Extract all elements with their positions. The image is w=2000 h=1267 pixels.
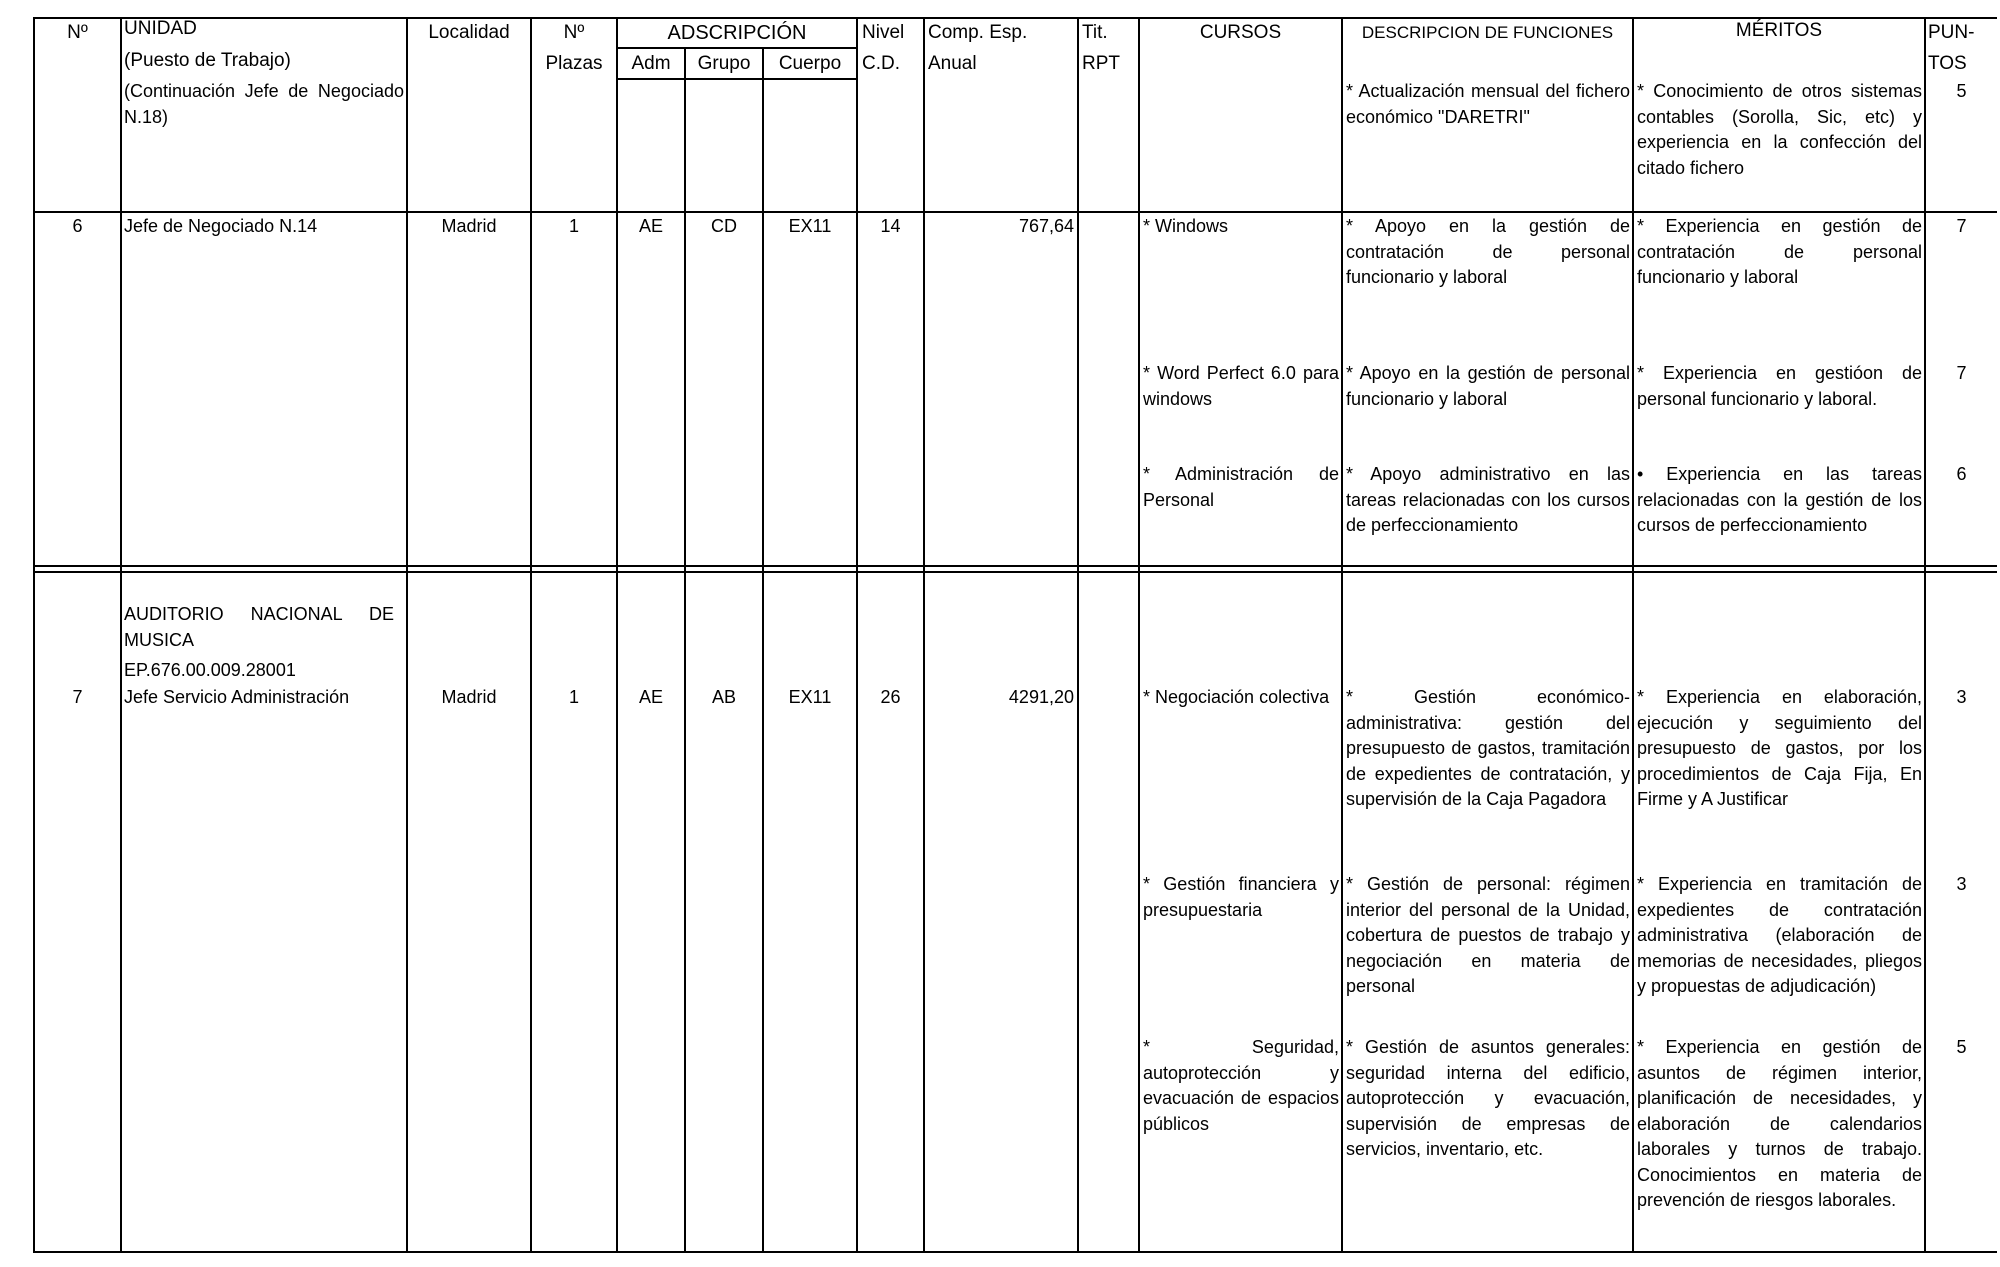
row6-grupo: CD <box>711 216 737 236</box>
row6-comp: 767,64 <box>1018 216 1074 236</box>
header-cursos: CURSOS <box>1199 22 1282 43</box>
header-cuerpo: Cuerpo <box>778 53 842 74</box>
row7-puntos: 5 <box>1956 1037 1967 1057</box>
row7-plazas: 1 <box>568 687 579 707</box>
row7-localidad: Madrid <box>441 687 497 707</box>
row6-merito: * Experiencia en gestión de contratación de personal funcionario y laboral <box>1637 216 1922 287</box>
row7-curso: * Gestión financiera y presupuestaria <box>1143 874 1339 920</box>
row7-puntos: 3 <box>1956 874 1967 894</box>
row7-adm: AE <box>638 687 663 707</box>
row6-puntos: 7 <box>1956 363 1967 383</box>
header-unidad: UNIDAD <box>124 18 197 39</box>
header-localidad: Localidad <box>428 22 510 43</box>
row6-num: 6 <box>72 216 83 236</box>
cont-unidad: (Continuación Jefe de Negociado N.18) <box>124 81 404 127</box>
row7-puntos: 3 <box>1956 687 1967 707</box>
row7-funcion: * Gestión económico-administrativa: gestión del presupuesto de gastos, tramitación de expedientes de contratación, y supervisión de la Caja Pagadora <box>1346 687 1630 809</box>
row6-funcion: * Apoyo administrativo en las tareas relacionadas con los cursos de perfeccionamiento <box>1346 464 1630 535</box>
header-descripcion: DESCRIPCION DE FUNCIONES <box>1361 23 1614 42</box>
row6-nivel: 14 <box>880 216 901 236</box>
row6-funcion: * Apoyo en la gestión de personal funcionario y laboral <box>1346 363 1630 409</box>
row6-curso: * Word Perfect 6.0 para windows <box>1143 363 1339 409</box>
header-comp-esp: Comp. Esp. <box>928 22 1028 43</box>
header-nivel: Nivel <box>862 22 905 43</box>
header-adscripcion: ADSCRIPCIÓN <box>667 22 807 44</box>
row7-merito: * Experiencia en tramitación de expedientes de contratación administrativa (elaboración de memorias de necesidades, pliegos y propuestas de adjudicación) <box>1637 874 1922 996</box>
row7-curso: * Negociación colectiva <box>1143 687 1330 707</box>
header-adm: Adm <box>631 53 671 74</box>
header-cd: C.D. <box>862 53 900 74</box>
cont-merito: * Conocimiento de otros sistemas contables (Sorolla, Sic, etc) y experiencia en la confección del citado fichero <box>1637 81 1922 178</box>
row7-unidad: Jefe Servicio Administración <box>124 687 350 707</box>
row7-merito: * Experiencia en elaboración, ejecución y seguimiento del presupuesto de gastos, por los procedimientos de Caja Fija, En Firme y A Justificar <box>1637 687 1922 809</box>
row6-merito: • Experiencia en las tareas relacionadas con la gestión de los cursos de perfeccionamiento <box>1637 464 1922 535</box>
header-plazas: Plazas <box>545 53 603 74</box>
row7-funcion: * Gestión de personal: régimen interior del personal de la Unidad, cobertura de puestos de trabajo y negociación en materia de personal <box>1346 874 1630 996</box>
row7-curso: * Seguridad, autoprotección y evacuación de espacios públicos <box>1143 1037 1339 1134</box>
cont-funcion: * Actualización mensual del fichero económico "DARETRI" <box>1346 81 1630 127</box>
header-puesto: (Puesto de Trabajo) <box>124 50 291 71</box>
row7-nivel: 26 <box>880 687 901 707</box>
header-num: Nº <box>67 22 88 43</box>
row6-cuerpo: EX11 <box>788 216 832 236</box>
row7-unit-name: AUDITORIO NACIONAL DE MUSICA <box>124 604 394 650</box>
row6-puntos: 7 <box>1956 216 1967 236</box>
row6-funcion: * Apoyo en la gestión de contratación de personal funcionario y laboral <box>1346 216 1630 287</box>
header-meritos: MÉRITOS <box>1735 20 1823 41</box>
row6-curso: * Windows <box>1143 216 1229 236</box>
row7-grupo: AB <box>711 687 736 707</box>
row7-comp: 4291,20 <box>1008 687 1074 707</box>
row6-adm: AE <box>638 216 663 236</box>
row7-cuerpo: EX11 <box>788 687 832 707</box>
row7-funcion: * Gestión de asuntos generales: seguridad interna del edificio, autoprotección y evacuación, supervisión de empresas de servicios, inventario, etc. <box>1346 1037 1630 1159</box>
header-tos: TOS <box>1928 53 1967 74</box>
header-tit: Tit. <box>1082 22 1108 43</box>
header-pun: PUN- <box>1928 22 1975 43</box>
cont-puntos: 5 <box>1956 81 1967 101</box>
row6-unidad: Jefe de Negociado N.14 <box>124 216 318 236</box>
row6-merito: * Experiencia en gestióon de personal funcionario y laboral. <box>1637 363 1922 409</box>
row6-plazas: 1 <box>568 216 579 236</box>
row7-merito: * Experiencia en gestión de asuntos de régimen interior, planificación de necesidades, y elaboración de calendarios laborales y turnos de trabajo. Conocimientos en materia de prevención de riesgos laborales. <box>1637 1037 1922 1210</box>
row6-puntos: 6 <box>1956 464 1967 484</box>
header-anual: Anual <box>928 53 977 74</box>
header-rpt: RPT <box>1082 53 1120 74</box>
row7-num: 7 <box>72 687 83 707</box>
row7-unit-code: EP.676.00.009.28001 <box>124 660 296 680</box>
row6-curso: * Administración de Personal <box>1143 464 1339 510</box>
header-num-plazas: Nº <box>563 22 585 43</box>
row6-localidad: Madrid <box>441 216 497 236</box>
header-grupo: Grupo <box>697 53 751 74</box>
